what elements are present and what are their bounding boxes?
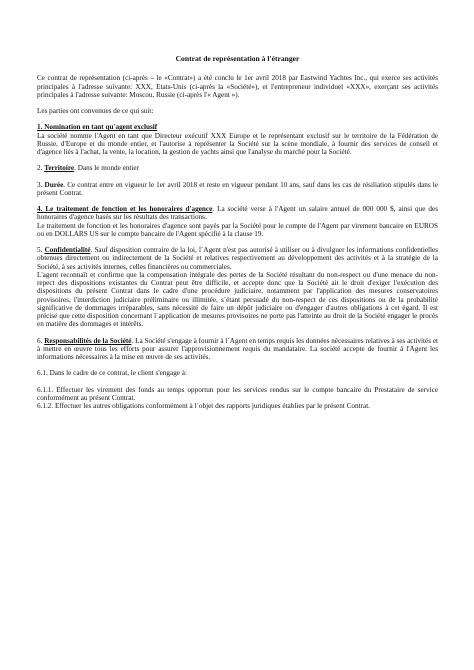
document-title: Contrat de représentation à l'étranger xyxy=(175,54,300,63)
section-5-number: 5. xyxy=(37,246,43,254)
section-2 xyxy=(37,164,438,172)
section-2-text: . Dans le monde entier xyxy=(74,164,139,173)
section-6-title: Responsabilités de la Société xyxy=(44,336,132,345)
section-1-title: 1. Nomination en tant qu'agent exclusif xyxy=(37,123,158,132)
section-1-text: La société nomme l'Agent en tant que Directeur exécutif XXX Europe et le représentant exclusif sur le territoire de la Fédération de Russie, d'Europe et du monde entier, et l'autorise à représenter la Société sur la scène mondiale, à fournir des services de conseil et d'agence liés à l'achat, la vente, la location, la gestion de yachts ainsi que l'analyse du marché pour la Société. xyxy=(37,131,438,156)
section-4-text-1: . La société verse à l'Agent un salaire annuel de 000 000 $, ainsi que des honoraires d'agence basés sur les résultats des transactions. xyxy=(37,205,439,222)
clause-6-1-2: 6.1.2. Effectuer les autres obligations conformément à l`objet des rapports juridiques établies par le présent Contrat. xyxy=(37,402,370,410)
section-1-heading xyxy=(37,123,438,131)
section-5-text-2: L'agent reconnaît et confirme que la compensation intégrale des pertes de la Société résultant du non-respect ou d'une menace du non-repect des dispositions existantes du Contrat peut être difficile, et accepte donc que la Société ait le droit d'exiger l'exécution des dispositions du présent Contrat dans le cadre d'une procédure judiciaire, notamment par l'application des mesures conservatoires provisoires, l'interdiction judiciaire préliminaire ou illimitée, s`étant persuadé du non-respect de ces dispositions ou de la probabilité significative de dommages irréparables, sans nécessité de faire un dépôt judiciaire ou d'engager d'autres obligations à cet égard. Il est précisé que cette disposition concernant l`application de mesures provisoires ne porte pas l'atteinte au droit de la Société engager le procès en matière des dommages et intérêts. xyxy=(37,270,438,329)
section-5-text-1: . Sauf disposition contraire de la loi, l`Agent n'est pas autorisé à utiliser ou à divulguer les informations confidentielles obtenues directement ou indirectement de la Société et relatives respectivement au développement des activités et à la stratégie de la Société, à ses activités internes, celles financières ou commerciales. xyxy=(37,246,439,271)
agreed-paragraph: Les parties ont convenues de ce qui suit: xyxy=(37,107,154,115)
section-4-text-2: Le traitement de fonction et les honoraires d'agence sont payés par la Société pour le compte de l'Agent par virement bancaire en EUROS ou en DOLLARS US sur le compte bancaire de l'Agent spécifié à la clause 19. xyxy=(37,221,438,238)
section-2-number: 2. xyxy=(37,164,43,173)
section-2-title: Territoire xyxy=(44,164,75,173)
section-5-title: Confidentialité xyxy=(44,246,91,254)
section-3-text: . Ce contrat entre en vigueur le 1er avril 2018 et reste en vigueur pendant 10 ans, sauf dans les cas de résiliation stipulés dans le présent Contrat. xyxy=(37,180,438,197)
section-3-number: 3. xyxy=(37,180,43,189)
section-6 xyxy=(37,337,438,362)
section-6-text: . La Société s'engage à fournir à l`Agent en temps requis les données nécessaires relatives à ses activités et à mettre en œuvre tous les efforts pour assurer l'approvisionnement requis du mandataire. La société accepte de fournir à l'Agent les informations nécessaires à la mise en œuvre de ses activités. xyxy=(37,336,439,361)
section-3 xyxy=(37,181,438,198)
section-4 xyxy=(37,205,438,222)
intro-paragraph: Ce contrat de représentation (ci-après – le «Contrat») a été conclu le 1er avril 2018 par Eastwind Yachtes Inc., qui exerce ses activités principales à l'adresse suivante: XXX, Etats-Unis (ci-après la «Société»), et l'entrepreneur individuel «XXX», exerçant ses activités principales à l'adresse suivante: Moscou, Russie (ci-après l'« Agent »). xyxy=(37,74,438,99)
clause-6-1-1: 6.1.1. Effectuer les virement des fonds au temps opportun pour les services rendus sur le compte bancaire du Prestataire de service conformément au présent Contrat. xyxy=(37,385,438,402)
section-4-title: 4. Le traitement de fonction et les honoraires d'agence xyxy=(37,205,213,213)
section-3-title: Durée xyxy=(44,180,64,189)
document-body xyxy=(37,55,438,418)
section-5 xyxy=(37,246,438,271)
section-6-number: 6. xyxy=(37,336,43,345)
clause-6-1: 6.1. Dans le cadre de ce contrat, le client s'engage à: xyxy=(37,369,187,378)
